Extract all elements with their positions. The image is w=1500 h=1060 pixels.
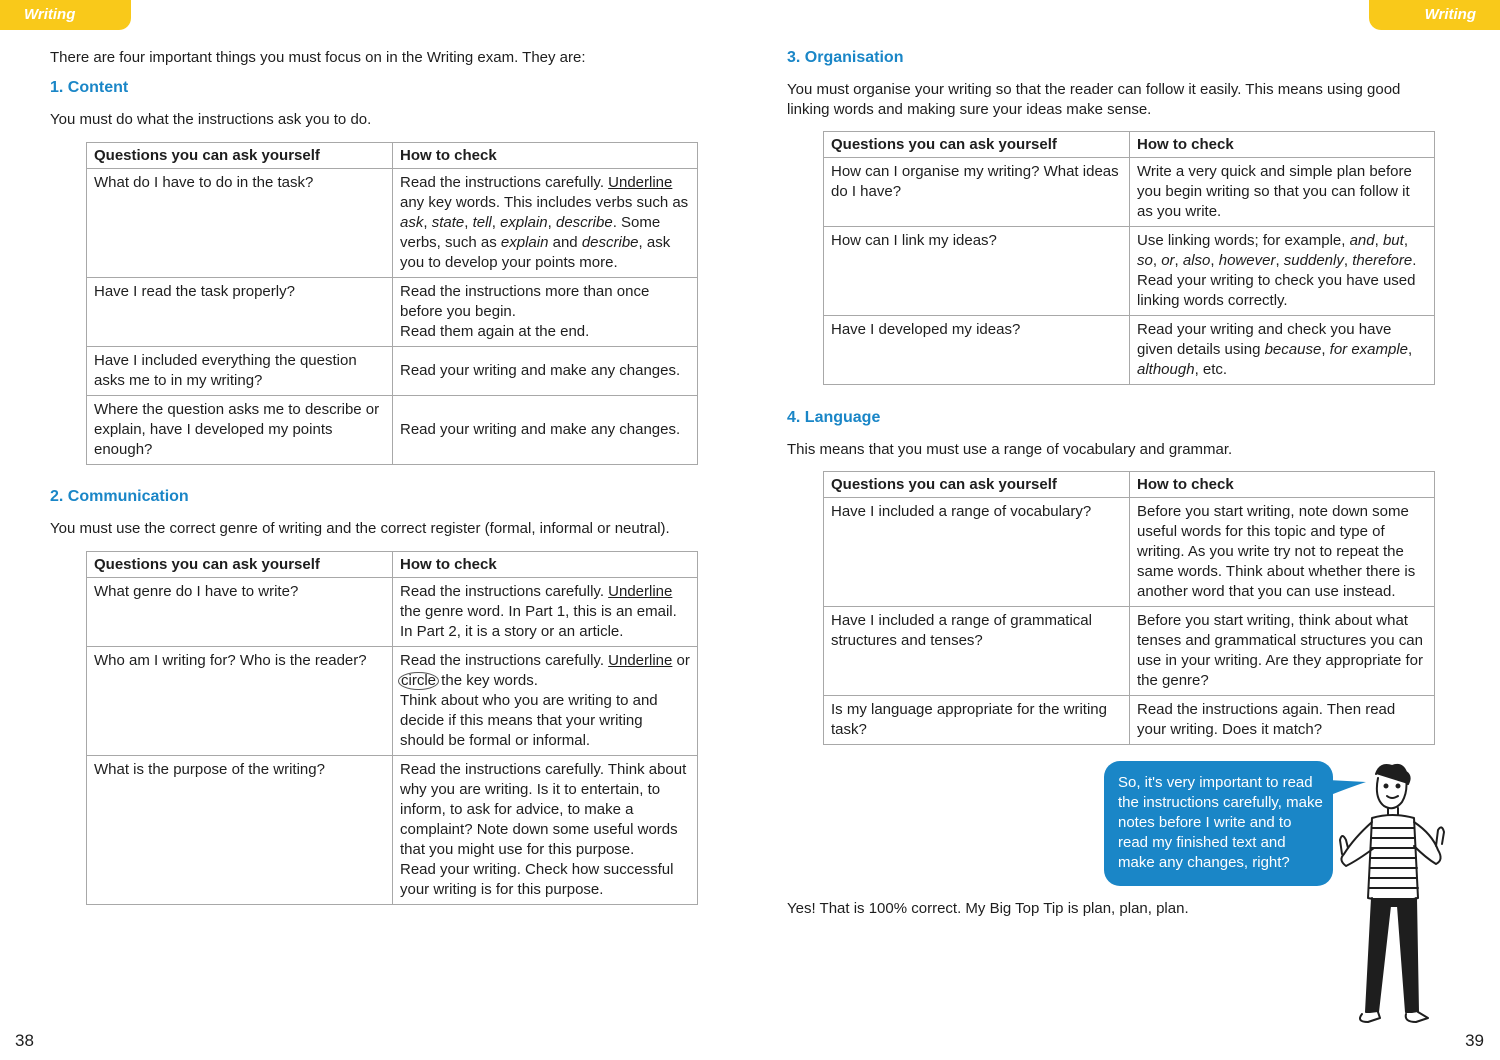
italic-keyword: explain [500,234,549,251]
table-row [87,578,698,647]
cell-text: , [423,214,432,231]
column-header: How to check [1130,132,1435,158]
how-to-check-cell [1130,316,1435,385]
cell-text: any key words. This includes verbs such as [400,194,689,211]
table-header-row [824,472,1435,498]
table-row [87,756,698,905]
table-row [824,696,1435,745]
question-cell: Have I included a range of grammatical structures and tenses? [824,607,1130,696]
question-cell: What genre do I have to write? [87,578,393,647]
table-row [824,316,1435,385]
column-header: How to check [393,552,698,578]
question-cell: How can I link my ideas? [824,227,1130,316]
how-to-check-cell [393,647,698,756]
cell-text: Read the instructions carefully. [400,652,609,669]
table-header-row [87,552,698,578]
italic-keyword: describe [555,214,613,231]
cell-text: , [1408,341,1413,358]
italic-keyword: because [1264,341,1322,358]
question-cell: Where the question asks me to describe or explain, have I developed my points enough? [87,396,393,465]
left-page [50,48,698,905]
cell-text: or [672,652,690,669]
table-row [87,347,698,396]
cell-text: Read the instructions carefully. [400,583,609,600]
section-tab-left: Writing [0,0,131,30]
thumbs-up-person-icon [1332,760,1452,1030]
table-row [87,396,698,465]
table-row [824,498,1435,607]
column-header: How to check [393,143,698,169]
table-row [824,158,1435,227]
cell-text: , [491,214,501,231]
cell-text: and [548,234,582,251]
question-cell: Is my language appropriate for the writing task? [824,696,1130,745]
cell-text: In Part 2, it is a story or an article. [400,623,624,640]
table-row [87,169,698,278]
section-tab-right: Writing [1369,0,1500,30]
page-number-right: 39 [1465,1031,1484,1050]
italic-keyword: although [1137,361,1195,378]
underlined-word: Underline [608,583,673,600]
heading-organisation: 3. Organisation [787,49,904,66]
how-to-check-cell [393,756,698,905]
italic-keyword: for example [1329,341,1409,358]
italic-keyword: therefore [1352,252,1413,269]
underlined-word: Underline [608,652,673,669]
italic-keyword: and [1349,232,1375,249]
how-to-check-cell [1130,696,1435,745]
cell-text: , [1210,252,1219,269]
organisation-table [823,131,1435,385]
right-page [787,48,1435,745]
column-header: Questions you can ask yourself [87,143,393,169]
language-table [823,471,1435,745]
cell-text: , ask you to develop your points more. [400,234,671,271]
cell-text: Read your writing. Check how successful your writing is for this purpose. [400,861,674,898]
question-cell: Who am I writing for? Who is the reader? [87,647,393,756]
how-to-check-cell [393,278,698,347]
cell-text: . Read your writing to check you have used linking words correctly. [1137,252,1417,309]
cell-text: Use linking words; for example, [1137,232,1350,249]
heading-content: 1. Content [50,79,129,96]
table-header-row [824,132,1435,158]
table-row [87,278,698,347]
italic-keyword: but [1382,232,1404,249]
column-header: How to check [1130,472,1435,498]
question-cell: How can I organise my writing? What ideas do I have? [824,158,1130,227]
column-header: Questions you can ask yourself [824,472,1130,498]
italic-keyword: describe [581,234,639,251]
italic-keyword: explain [500,214,548,231]
question-cell: Have I developed my ideas? [824,316,1130,385]
cell-text: Read the instructions carefully. Think about why you are writing. Is it to entertain, to inform, to ask for advice, to make a complaint? Note down some useful words that you might use for this purpose. [400,761,687,858]
cell-text: Before you start writing, think about what tenses and grammatical structures you can use in your writing. Are they appropriate for the genre? [1137,612,1423,689]
how-to-check-cell [1130,227,1435,316]
question-cell: What do I have to do in the task? [87,169,393,278]
italic-keyword: so [1137,252,1153,269]
cell-text: Read your writing and make any changes. [400,421,681,438]
column-header: Questions you can ask yourself [824,132,1130,158]
content-table [86,142,698,465]
cell-text: Read the instructions carefully. [400,174,609,191]
cell-text: the genre word. In Part 1, this is an email. [400,603,677,620]
cell-text: , [1174,252,1183,269]
table-row [87,647,698,756]
cell-text: , [1321,341,1330,358]
table-row [824,227,1435,316]
cell-text: . Some verbs, such as [400,214,661,251]
cell-text: Before you start writing, note down some useful words for this topic and type of writing. As you write try not to repeat the same words. Think about whether there is another word that you can use instead. [1137,503,1416,600]
language-description: This means that you must use a range of vocabulary and grammar. [787,441,1233,458]
cell-text: , [1403,232,1408,249]
table-row [824,607,1435,696]
italic-keyword: suddenly [1283,252,1344,269]
cell-text: Read your writing and make any changes. [400,362,681,379]
cell-text: , [547,214,556,231]
cell-text: Read the instructions again. Then read your writing. Does it match? [1137,701,1396,738]
table-header-row [87,143,698,169]
how-to-check-cell [1130,607,1435,696]
question-cell: What is the purpose of the writing? [87,756,393,905]
how-to-check-cell [393,169,698,278]
how-to-check-cell [393,578,698,647]
cell-text: , [1152,252,1162,269]
communication-description: You must use the correct genre of writing and the correct register (formal, informal or neutral). [50,520,670,537]
cell-text: , etc. [1194,361,1228,378]
cell-text: Read your writing and check you have given details using [1137,321,1392,358]
how-to-check-cell [393,396,698,465]
cell-text: , [1275,252,1284,269]
column-header: Questions you can ask yourself [87,552,393,578]
cell-text: , [464,214,473,231]
italic-keyword: state [431,214,465,231]
italic-keyword: tell [472,214,492,231]
speech-bubble: So, it's very important to read the instructions carefully, make notes before I write and to read my finished text and make any changes, right? [1104,761,1333,886]
cell-text: Think about who you are writing to and decide if this means that your writing should be formal or informal. [400,692,658,749]
intro-text: There are four important things you must focus on in the Writing exam. They are: [50,49,586,66]
heading-language: 4. Language [787,409,881,426]
cell-text: the key words. [437,672,538,689]
heading-communication: 2. Communication [50,488,189,505]
italic-keyword: however [1218,252,1276,269]
organisation-description: You must organise your writing so that the reader can follow it easily. This means using good linking words and making sure your ideas make sense. [787,81,1401,118]
italic-keyword: ask [400,214,424,231]
cell-text: , [1374,232,1383,249]
content-description: You must do what the instructions ask you to do. [50,111,372,128]
how-to-check-cell [1130,158,1435,227]
question-cell: Have I included everything the question asks me to in my writing? [87,347,393,396]
circled-word: circle [398,672,439,690]
cell-text: Write a very quick and simple plan before you begin writing so that you can follow it as you write. [1137,163,1412,220]
underlined-word: Underline [608,174,673,191]
closing-text: Yes! That is 100% correct. My Big Top Tip is plan, plan, plan. [787,900,1189,917]
italic-keyword: or [1161,252,1175,269]
how-to-check-cell [1130,498,1435,607]
question-cell: Have I read the task properly? [87,278,393,347]
question-cell: Have I included a range of vocabulary? [824,498,1130,607]
cell-text: Read the instructions more than once before you begin. [400,283,650,320]
communication-table [86,551,698,905]
italic-keyword: also [1182,252,1211,269]
cell-text: Read them again at the end. [400,323,590,340]
how-to-check-cell [393,347,698,396]
page-number-left: 38 [15,1031,34,1050]
cell-text: , [1343,252,1353,269]
